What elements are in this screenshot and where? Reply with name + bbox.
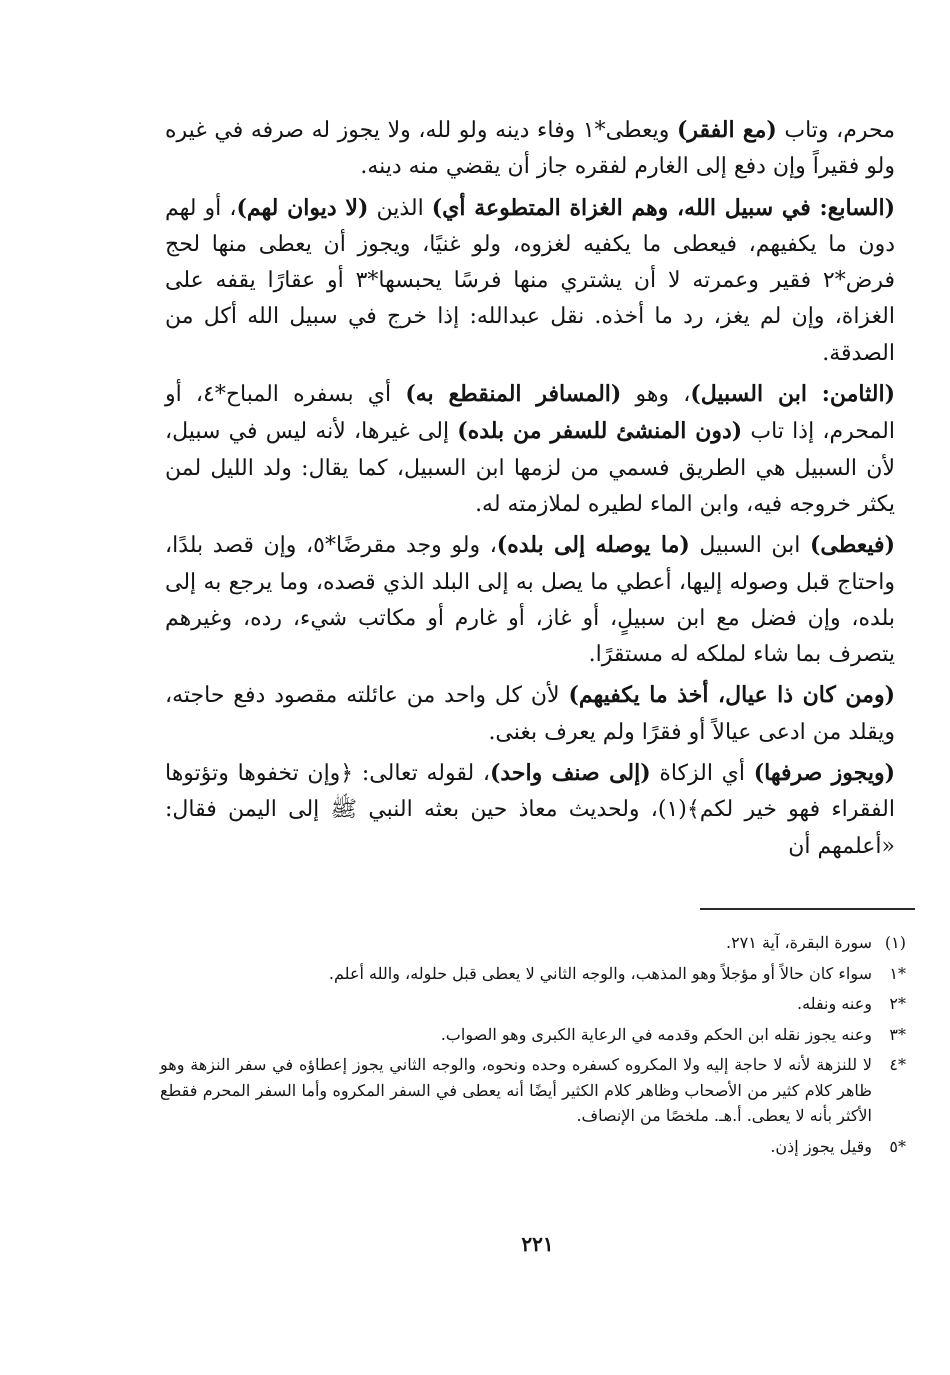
text-run: ، لقوله تعالى: ﴿وإن تخفوها وتؤتوها الفقراء فهو خير لكم﴾(١)، ولحديث معاذ حين بعثه النبي ﷺ إلى اليمن فقال: «أعلمهم أن — [165, 761, 895, 859]
matn-bold: (مع الفقر) — [677, 117, 777, 143]
matn-bold: (فيعطى) — [810, 532, 895, 559]
text-run: أي بسفره المباح*٤، أو المحرم، إذا تاب — [165, 382, 896, 445]
matn-bold: (ومن كان ذا عيال، أخذ ما يكفيهم) — [568, 682, 895, 709]
text-run: ، وهو — [621, 382, 691, 408]
text-run: إلى غيرها، لأنه ليس في سبيل، لأن السبيل هي الطريق فسمي من لزمها ابن السبيل، كما يقال: ولد الليل لمن يكثر خروجه فيه، وابن الماء لطيره لملازمته له. — [165, 419, 895, 517]
paragraph-6 — [165, 755, 895, 865]
footnote-text: سواء كان حالاً أو مؤجلاً وهو المذهب، والوجه الثاني لا يعطى قبل حلوله، والله أعلم. — [328, 963, 872, 983]
footnote-text: وقيل يجوز إذن. — [770, 1136, 872, 1156]
footnote-separator — [700, 908, 915, 910]
footnote-number: *٣ — [889, 1024, 906, 1044]
paragraph-3 — [165, 376, 895, 523]
footnote-number: *٢ — [889, 994, 906, 1013]
text-run: ويعطى*١ وفاء دينه ولو لله، ولا يجوز له صرفه في غيره ولو فقيراً وإن دفع إلى الغارم لفقره جاز أن يقضي منه دينه. — [165, 118, 895, 180]
footnote — [160, 961, 920, 987]
footnote — [160, 930, 920, 956]
matn-bold: (المسافر المنقطع به) — [405, 381, 622, 408]
text-run: أي الزكاة — [650, 761, 754, 787]
footnote-text: وعنه ونفله. — [797, 994, 872, 1013]
text-run: محرم، وتاب — [776, 118, 895, 143]
main-text — [165, 112, 895, 865]
matn-bold: (ما يوصله إلى بلده) — [496, 532, 690, 559]
footnote-number: *٥ — [889, 1136, 906, 1156]
footnote — [160, 1134, 920, 1160]
paragraph-4 — [165, 527, 895, 673]
footnote — [160, 1022, 920, 1048]
matn-bold: (لا ديوان لهم) — [236, 194, 369, 221]
footnote — [160, 1052, 920, 1129]
text-run: ، أو لهم دون ما يكفيهم، فيعطى ما يكفيه لغزوه، ولو غنيًا، ويجوز أن يعطى منها لحج فرض*٢ فقير وعمرته لا أن يشتري منها فرسًا يحبسها*٣ أو عقارًا يقفه على الغزاة، وإن لم يغز، رد ما أخذه. نقل عبدالله: إذا خرج في سبيل الله أكل من الصدقة. — [165, 195, 895, 366]
page-number: ٢٢١ — [521, 1232, 554, 1256]
footnote-number: (١) — [884, 933, 906, 952]
paragraph-2 — [165, 190, 895, 372]
footnote-number: *١ — [889, 963, 906, 983]
footnote — [160, 991, 920, 1017]
footnotes — [160, 930, 920, 1164]
footnote-number: *٤ — [889, 1055, 906, 1074]
paragraph-5 — [165, 677, 895, 751]
footnote-text: وعنه يجوز نقله ابن الحكم وقدمه في الرعاية الكبرى وهو الصواب. — [440, 1024, 872, 1044]
matn-bold: (إلى صنف واحد) — [489, 760, 651, 787]
text-run: لأن كل واحد من عائلته مقصود دفع حاجته، ويقلد من ادعى عيالاً أو فقرًا ولم يعرف بغنى. — [165, 683, 895, 745]
matn-bold: (دون المنشئ للسفر من بلده) — [457, 418, 743, 445]
footnote-text: سورة البقرة، آية ٢٧١. — [725, 933, 872, 952]
text-run: ، ولو وجد مقرضًا*٥، وإن قصد بلدًا، واحتاج قبل وصوله إليها، أعطي ما يصل به إلى البلد الذي قصده، وما يرجع به إلى بلده، وإن فضل مع ابن سبيلٍ، أو غاز، أو غارم أو مكاتب شيء، رده، وغيرهم يتصرف بما شاء لملكه له مستقرًا. — [165, 533, 895, 668]
matn-bold: (الثامن: ابن السبيل) — [690, 381, 895, 408]
text-run: ابن السبيل — [689, 533, 811, 559]
text-run: الذين — [368, 195, 432, 221]
footnote-text: لا للنزهة لأنه لا حاجة إليه ولا المكروه كسفره وحده ونحوه، والوجه الثاني يجوز إعطاؤه في سفر النزهة وهو ظاهر كلام كثير من الأصحاب وظاهر كلام الكثير أيضًا أنه يعطى في السفر المكروه وأما السفر المحرم فقطع الأكثر بأنه لا يعطى. أ.هـ. ملخصًا من الإنصاف. — [160, 1055, 872, 1125]
matn-bold: (السابع: في سبيل الله، وهم الغزاة المتطوعة أي) — [431, 194, 895, 221]
matn-bold: (ويجوز صرفها) — [753, 760, 896, 787]
paragraph-1 — [165, 112, 895, 186]
